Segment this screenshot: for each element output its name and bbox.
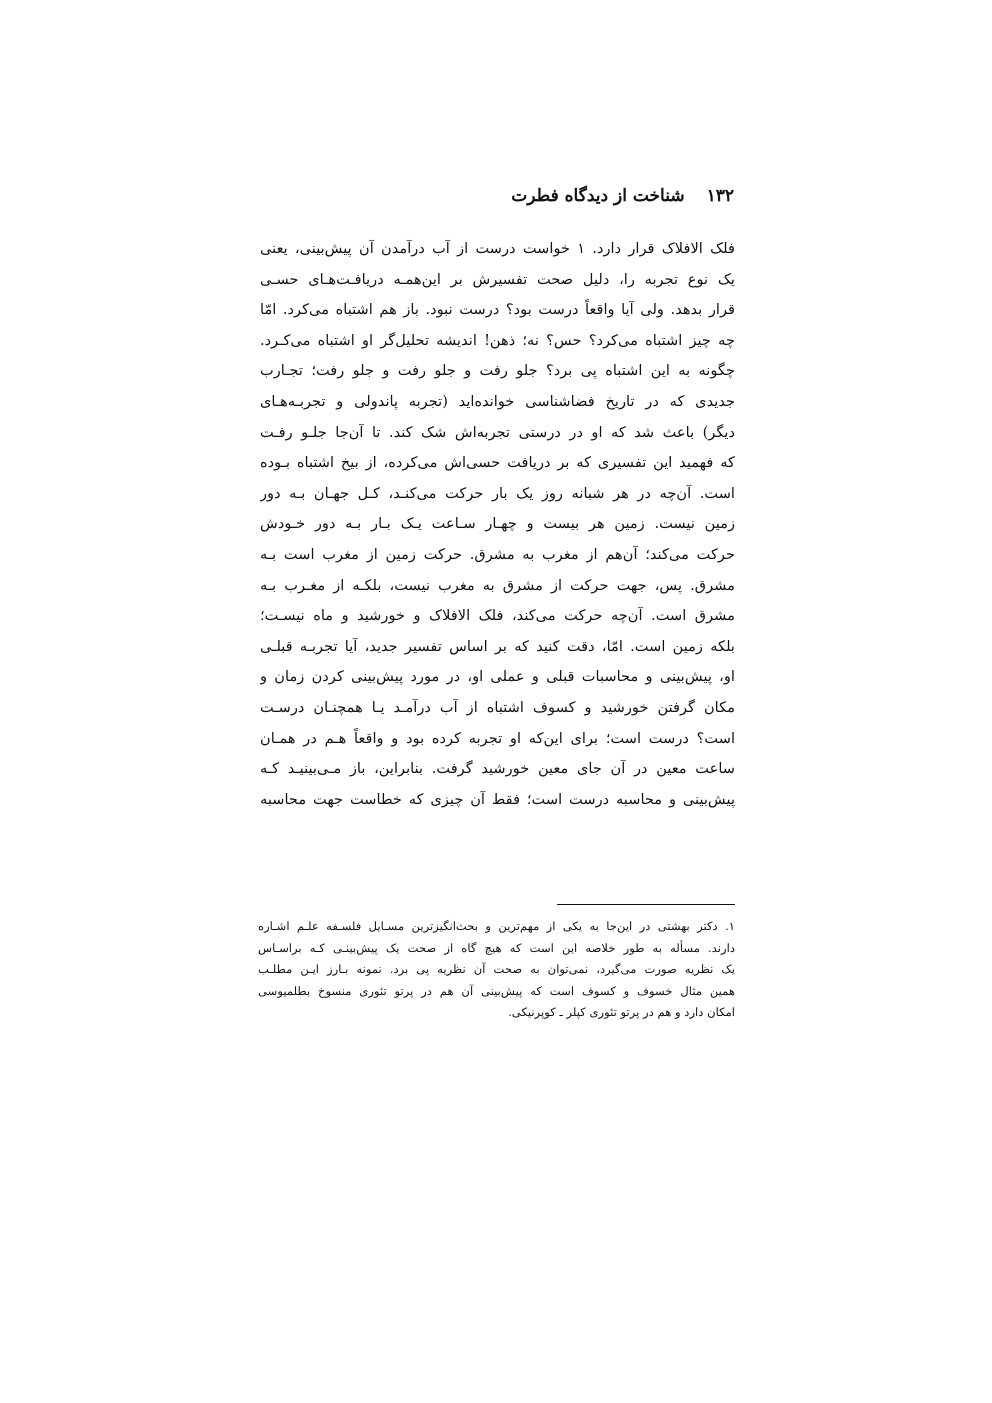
body-line: چگونه به این اشتباه پی برد؟ جلو رفت و جلو رفت و جلو رفت؛ تجـارب	[260, 362, 735, 380]
body-line: او، پیش‌بینی و محاسبات قبلی و عملی او، در مورد پیش‌بینی کردن زمان و	[260, 668, 735, 686]
body-line: مشرق است. آن‌چه حرکت می‌کند، فلک الافلاک و خورشید و ماه نیسـت؛	[260, 607, 735, 625]
footnote-divider	[557, 904, 735, 905]
body-line: حرکت می‌کند؛ آن‌هم از مغرب به مشرق. حرکت زمین از مغرب است بـه	[260, 545, 735, 563]
footnote-line: امکان دارد و هم در پرتو تئوری کپلر ـ کوپرنیکی.	[508, 1005, 735, 1019]
body-line: است. آن‌چه در هر شبانه روز یک بار حرکت می‌کنـد، کـل جهـان بـه دور	[260, 484, 735, 502]
body-line: قرار بدهد. ولی آیا واقعاً درست بود؟ درست نبود. باز هم اشتباه می‌کرد. امّا	[260, 301, 735, 319]
body-line: پیش‌بینی و محاسبه درست است؛ فقط آن چیزی که خطاست جهت محاسبه	[260, 790, 735, 808]
body-line: فلک الافلاک قرار دارد. ۱ خواست درست از آب درآمدن آن پیش‌بینی، یعنی	[260, 240, 735, 257]
body-line: که فهمید این تفسیری که بر دریافت حسی‌اش می‌کرده، از بیخ اشتباه بـوده	[260, 454, 735, 472]
footnote	[258, 916, 735, 1024]
body-line: جدیدی که در تاریخ فضاشناسی خوانده‌اید (تجربه پاندولی و تجربـه‌هـای	[260, 392, 735, 410]
page-number: ۱۳۲	[706, 186, 734, 206]
body-line: بلکه زمین است. امّا، دقت کنید که بر اساس تفسیر جدید، آیا تجربـه قبلـی	[260, 637, 735, 655]
body-line: یک نوع تجربه را، دلیل صحت تفسیرش بر این‌همـه دریافـت‌هـای حسـی	[260, 270, 735, 288]
body-line: ساعت معین در آن جای معین خورشید گرفت. بنابراین، باز مـی‌بینیـد کـه	[260, 760, 735, 778]
footnote-line: دارند. مسأله به طور خلاصه این است که هیچ گاه از صحت یک پیش‌بینـی کـه براسـاس	[258, 940, 735, 955]
body-line: است؟ درست است؛ برای این‌که او تجربه کرده بود و واقعاً هـم در همـان	[260, 729, 735, 747]
footnote-line: ۱. دکتر بهشتی در این‌جا به یکی از مهم‌ترین و بحث‌انگیزترین مسـایل فلسـفه علـم اشـاره	[258, 919, 735, 933]
page-header	[511, 186, 734, 206]
body-line: دیگر) باعث شد که او در درستی تجربه‌اش شک کند. تا آن‌جا جلـو رفـت	[260, 423, 735, 441]
body-text	[260, 234, 735, 815]
running-title: شناخت از دیدگاه فطرت	[511, 186, 685, 206]
body-line: مشرق. پس، جهت حرکت از مشرق به مغرب نیست، بلکـه از مغـرب بـه	[260, 576, 735, 594]
body-line: زمین نیست. زمین هر بیست و چهـار سـاعت یـک بـار بـه دور خـودش	[260, 515, 735, 533]
body-line: مکان گرفتن خورشید و کسوف اشتباه از آب درآمـد یـا همچنـان درسـت	[260, 698, 735, 716]
body-line: چه چیز اشتباه می‌کرد؟ حس؟ نه؛ ذهن! اندیشه تحلیل‌گر او اشتباه می‌کـرد.	[260, 331, 735, 349]
footnote-line: یک نظریه صورت می‌گیرد، نمی‌توان به صحت آن نظریه پی برد. نمونه بـارز ایـن مطلـب	[258, 962, 735, 976]
footnote-line: همین مثال خسوف و کسوف است که پیش‌بینی آن هم در پرتو تئوری منسوخ بطلمیوسی	[258, 983, 735, 998]
